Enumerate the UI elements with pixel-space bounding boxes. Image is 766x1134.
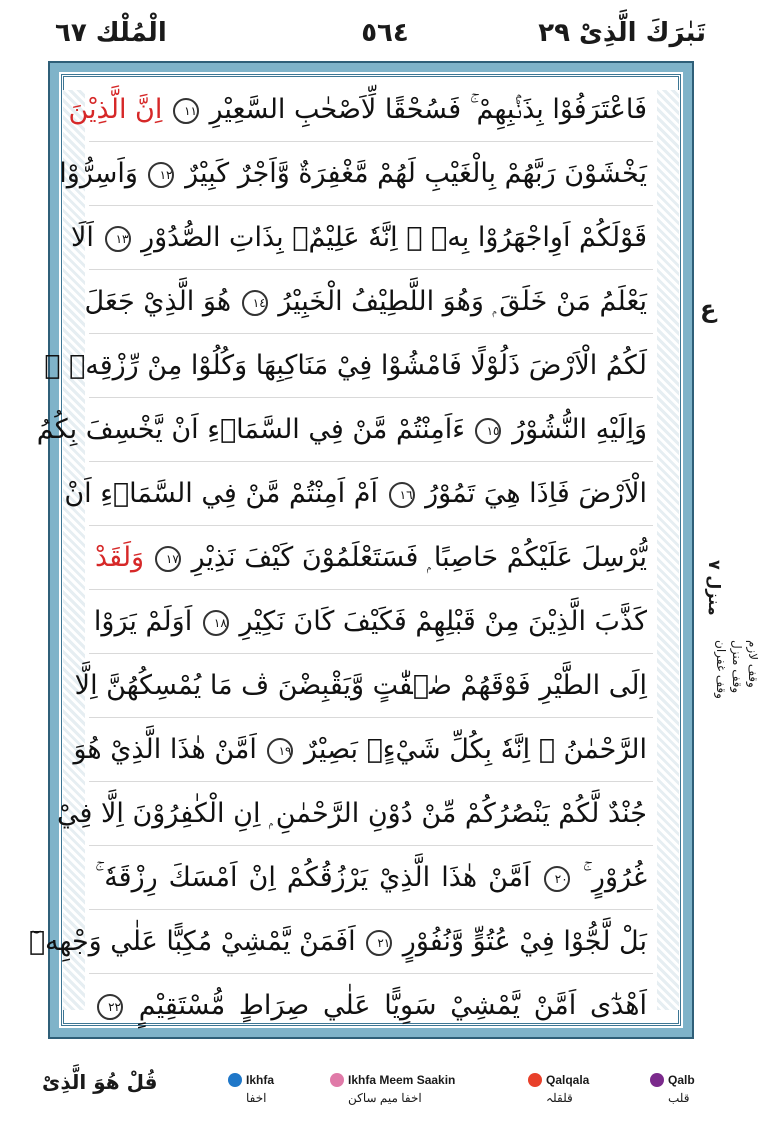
verse-text: غُرُوْرٍ ۚ — [571, 862, 648, 893]
ayah-number-marker: ١٦ — [389, 482, 415, 508]
ayah-number-marker: ١٩ — [267, 738, 293, 764]
legend-label: Qalb — [668, 1072, 695, 1087]
text-line — [57, 782, 653, 846]
page-header — [0, 0, 766, 62]
text-line — [89, 846, 653, 910]
ikhfa-meem-color-dot — [330, 1073, 344, 1087]
text-line — [36, 398, 653, 462]
ayah-number-marker: ٢١ — [366, 930, 392, 956]
legend-urdu-label: اخفا میم ساکن — [348, 1090, 422, 1105]
verse-text: اَهْدٰٓى اَمَّنْ يَّمْشِيْ سَوِيًّا عَلٰي صِرَاطٍ مُّسْتَقِيْمٍ — [125, 990, 647, 1021]
verse-text: اَلَا — [71, 222, 103, 253]
next-page-catchword: قُلْ هُوَ الَّذِیْ — [42, 1070, 158, 1094]
verse-text: اَمَّنْ هٰذَا الَّذِيْ يَرْزُقُكُمْ اِنْ اَمْسَكَ رِزْقَهٗ ۚ — [95, 862, 542, 893]
legend-qalqala — [528, 1072, 589, 1105]
ayah-number-marker: ١٥ — [475, 418, 501, 444]
waqf-note: وقف منزل — [730, 640, 744, 694]
verse-text: اَوَلَمْ يَرَوْا — [93, 606, 201, 637]
text-line — [44, 334, 653, 398]
verse-text: ءَاَمِنْتُمْ مَّنْ فِي السَّمَاۗءِ اَنْ يَّخْسِفَ بِكُمُ — [36, 414, 474, 445]
waqf-note: وقف غفران — [714, 640, 728, 699]
text-line — [74, 654, 653, 718]
ayah-number-marker: ١١ — [173, 98, 199, 124]
ruku-mark: ع — [700, 295, 717, 323]
verse-text: لَكُمُ الْاَرْضَ ذَلُوْلًا فَامْشُوْا فِيْ مَنَاكِبِهَا وَكُلُوْا مِنْ رِّزْقِهٖ ۭ — [44, 350, 647, 381]
verse-text: هُوَ الَّذِيْ جَعَلَ — [84, 286, 240, 317]
page-number: ٥٦٤ — [361, 18, 409, 48]
legend-label: Qalqala — [546, 1072, 590, 1087]
legend-ikhfa — [228, 1072, 274, 1105]
ayah-number-marker: ١٢ — [148, 162, 174, 188]
ayah-number-marker: ١٣ — [105, 226, 131, 252]
verse-text: قَوْلَكُمْ اَوِاجْهَرُوْا بِهٖ ۭ اِنَّهٗ عَلِيْمٌۢ بِذَاتِ الصُّدُوْرِ — [132, 222, 647, 253]
verse-text: يَعْلَمُ مَنْ خَلَقَ ۭ وَهُوَ اللَّطِيْفُ الْخَبِيْرُ — [269, 286, 647, 317]
text-line — [68, 78, 653, 142]
text-line — [28, 910, 653, 974]
ayah-number-marker: ١٧ — [155, 546, 181, 572]
legend-urdu-label: اخفا — [246, 1090, 267, 1105]
verse-text: كَذَّبَ الَّذِيْنَ مِنْ قَبْلِهِمْ فَكَيْفَ كَانَ نَكِيْرِ — [230, 606, 647, 637]
text-line — [59, 142, 653, 206]
verse-text: الرَّحْمٰنُ ۭ اِنَّهٗ بِكُلِّ شَيْءٍۢ بَصِيْرٌ — [295, 734, 647, 765]
verse-text: فَاعْتَرَفُوْا بِذَنْۢبِهِمْ ۚ فَسُحْقًا لِّاَصْحٰبِ السَّعِيْرِ — [200, 94, 647, 125]
text-line — [84, 270, 653, 334]
qalb-color-dot — [650, 1073, 664, 1087]
text-line — [89, 526, 653, 590]
verse-text: يَخْشَوْنَ رَبَّهُمْ بِالْغَيْبِ لَهُمْ مَّغْفِرَةٌ وَّاَجْرٌ كَبِيْرٌ — [176, 158, 647, 189]
ayah-number-marker: ٢٢ — [97, 994, 123, 1020]
legend-ikhfa-meem-saakin — [330, 1072, 455, 1105]
verse-text: يُّرْسِلَ عَلَيْكُمْ حَاصِبًا ۭ فَسَتَعْلَمُوْنَ كَيْفَ نَذِيْرِ — [182, 542, 647, 573]
verse-text: اِلَى الطَّيْرِ فَوْقَهُمْ صٰۗفّٰتٍ وَّيَقْبِضْنَ ڤ مَا يُمْسِكُهُنَّ اِلَّا — [74, 670, 647, 701]
verse-text: بَلْ لَّجُّوْا فِيْ عُتُوٍّ وَّنُفُوْرٍ — [394, 926, 647, 957]
page-frame — [28, 63, 692, 1037]
legend-urdu-label: قلقلہ — [546, 1090, 573, 1105]
legend-label: Ikhfa Meem Saakin — [348, 1072, 456, 1087]
legend-label: Ikhfa — [246, 1072, 275, 1087]
qalqala-color-dot — [528, 1073, 542, 1087]
text-line — [73, 718, 653, 782]
quran-text-block — [28, 78, 653, 1022]
ayah-number-marker: ١٨ — [203, 610, 229, 636]
text-line — [89, 974, 653, 1038]
waqf-note: وقف لازم — [746, 640, 760, 688]
text-line — [64, 462, 653, 526]
verse-text: اَفَمَنْ يَّمْشِيْ مُكِبًّا عَلٰي وَجْهِهٖٓ — [28, 926, 365, 957]
verse-text: اَمَّنْ هٰذَا الَّذِيْ هُوَ — [73, 734, 266, 765]
verse-text: وَاَسِرُّوْا — [59, 158, 147, 189]
verse-text: الْاَرْضَ فَاِذَا هِيَ تَمُوْرُ — [416, 478, 647, 509]
ayah-number-marker: ١٤ — [242, 290, 268, 316]
text-line — [71, 206, 653, 270]
ayah-number-marker: ٢٠ — [544, 866, 570, 892]
frame-pattern-right — [657, 90, 679, 1010]
juz-name: تَبٰرَكَ الَّذِیْ ٢٩ — [538, 18, 706, 48]
verse-text: اَمْ اَمِنْتُمْ مَّنْ فِي السَّمَاۗءِ اَنْ — [64, 478, 387, 509]
verse-text: اِنَّ الَّذِيْنَ — [68, 94, 171, 125]
verse-text: جُنْدٌ لَّكُمْ يَنْصُرُكُمْ مِّنْ دُوْنِ الرَّحْمٰنِ ۭ اِنِ الْكٰفِرُوْنَ اِلَّا فِيْ — [57, 798, 647, 829]
legend-urdu-label: قلب — [668, 1090, 690, 1105]
page-footer — [0, 1050, 766, 1134]
ikhfa-color-dot — [228, 1073, 242, 1087]
manzil-label: منزل ٧ — [705, 560, 724, 616]
verse-text: وَاِلَيْهِ النُّشُوْرُ — [503, 414, 647, 445]
verse-text: وَلَقَدْ — [95, 542, 153, 573]
legend-qalb — [650, 1072, 695, 1105]
surah-name: الْمُلْك ٦٧ — [55, 18, 167, 48]
waqf-notes — [712, 640, 760, 699]
text-line — [89, 590, 653, 654]
